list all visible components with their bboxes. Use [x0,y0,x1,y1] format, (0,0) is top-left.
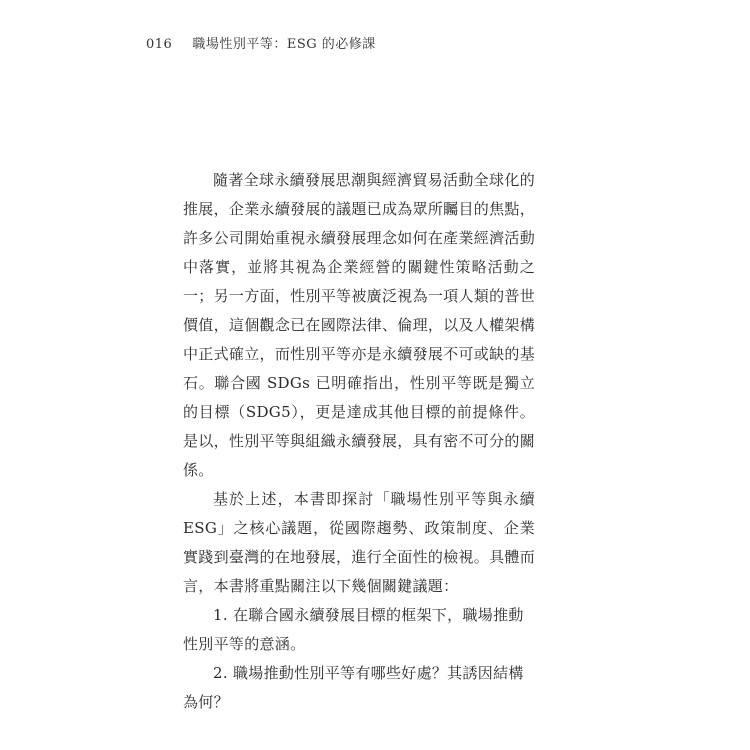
body-text [183,166,535,717]
paragraph: 基於上述，本書即探討「職場性別平等與永續 ESG」之核心議題，從國際趨勢、政策制度、企業實踐到臺灣的在地發展，進行全面性的檢視。具體而言，本書將重點關注以下幾個關鍵議題： [183,490,535,595]
running-header [146,36,376,54]
list-item: 2. 職場推動性別平等有哪些好處？其誘因結構為何？ [183,664,524,711]
page-number: 016 [146,37,173,52]
list-item: 1. 在聯合國永續發展目標的框架下，職場推動性別平等的意涵。 [183,606,524,653]
book-title: 職場性別平等：ESG 的必修課 [192,37,376,52]
paragraph: 隨著全球永續發展思潮與經濟貿易活動全球化的推展，企業永續發展的議題已成為眾所矚目的焦點，許多公司開始重視永續發展理念如何在產業經濟活動中落實，並將其視為企業經營的關鍵性策略活動之一；另一方面，性別平等被廣泛視為一項人類的普世價值，這個觀念已在國際法律、倫理，以及人權架構中正式確立，而性別平等亦是永續發展不可或缺的基石。聯合國 SDGs 已明確指出，性別平等既是獨立的目標（SDG5），更是達成其他目標的前提條件。是以，性別平等與組織永續發展，具有密不可分的關係。 [183,171,535,479]
